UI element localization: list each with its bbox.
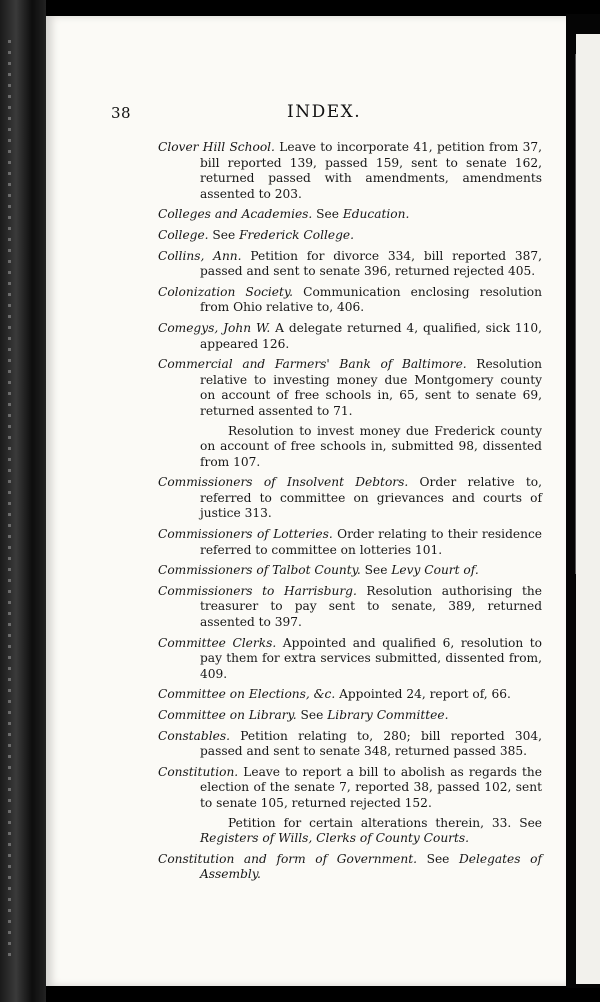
index-entry: [158, 207, 542, 223]
entry-text: Leave to incorporate 41, petition from 37, bill reported 139, passed 159, sent to senate 162, returned passed with amendments, amendments assented to 203.: [200, 140, 542, 201]
entry-term: Commissioners to Harrisburg.: [158, 583, 357, 598]
entry-term: Colonization Society.: [158, 284, 294, 299]
entry-term: Commissioners of Talbot County.: [158, 563, 361, 578]
entry-term: Colleges and Academies.: [158, 207, 313, 222]
index-entry: [158, 249, 542, 280]
entry-term: College.: [158, 227, 209, 242]
adjacent-page-edge: [566, 14, 600, 988]
page-title: INDEX.: [287, 102, 362, 122]
index-entry: [158, 140, 542, 202]
page-number: 38: [111, 104, 132, 122]
entry-term: Commercial and Farmers' Bank of Baltimore.: [158, 357, 467, 372]
index-entry: [158, 765, 542, 847]
entry-text: Appointed and qualified 6, resolution to pay them for extra services submitted, dissented from, 409.: [200, 635, 542, 681]
entry-text: See: [296, 708, 328, 722]
entry-term: Commissioners of Insolvent Debtors.: [158, 475, 409, 490]
entry-term: Committee Clerks.: [158, 635, 277, 650]
entry-cross-reference: Frederick College.: [239, 227, 354, 242]
index-entry: [158, 852, 542, 883]
adjacent-page-sliver: [576, 34, 600, 984]
entry-term: Constitution.: [158, 764, 239, 779]
entry-term: Clover Hill School.: [158, 140, 275, 154]
entry-text: See: [312, 207, 343, 222]
entry-term: Constitution and form of Government.: [158, 851, 417, 866]
index-entry: [158, 228, 542, 244]
entry-term: Committee on Elections, &c.: [158, 687, 336, 702]
entry-text: Appointed 24, report of, 66.: [335, 687, 511, 702]
entry-text: Petition relating to, 280; bill reported 304, passed and sent to senate 348, returned passed 385.: [200, 728, 542, 759]
index-entry: [158, 527, 542, 558]
index-entry: [158, 563, 542, 579]
index-entry: [158, 285, 542, 316]
page-header: [111, 104, 441, 128]
index-entry: [158, 475, 542, 522]
entry-term: Committee on Library.: [158, 708, 297, 722]
entry-text: See: [208, 227, 240, 242]
subentry-text: Petition for certain alterations therein, 33. See: [228, 815, 542, 830]
scan-dark-margin: [0, 0, 46, 1002]
entry-text: See: [360, 563, 392, 578]
index-entry: [158, 357, 542, 470]
entry-subentry: [200, 816, 542, 847]
index-entry: [158, 584, 542, 631]
entry-term: Comegys, John W.: [158, 320, 271, 335]
entry-cross-reference: Education.: [342, 207, 410, 222]
index-entry: [158, 687, 542, 703]
entry-cross-reference: Delegates of Assembly.: [200, 851, 542, 882]
index-entries: [158, 140, 542, 888]
entry-term: Commissioners of Lotteries.: [158, 527, 333, 542]
entry-cross-reference: Registers of Wills, Clerks of County Courts.: [200, 831, 470, 846]
index-entry: [158, 636, 542, 683]
entry-text: Order relative to, referred to committee on grievances and courts of justice 313.: [200, 475, 542, 521]
entry-text: Resolution relative to investing money due Montgomery county on account of free schools in, 65, sent to senate 69, returned assented to 71.: [200, 357, 543, 418]
entry-subentry: Resolution to invest money due Frederick county on account of free schools in, submitted 98, dissented from 107.: [200, 423, 542, 469]
entry-text: Leave to report a bill to abolish as regards the election of the senate 7, reported 38, passed 102, sent to senate 105, returned rejected 152.: [200, 764, 542, 810]
index-entry: [158, 321, 542, 352]
index-entry: [158, 708, 542, 724]
adjacent-page-rule: [575, 54, 576, 574]
entry-text: See: [416, 851, 459, 866]
entry-text: A delegate returned 4, qualified, sick 110, appeared 126.: [200, 320, 542, 351]
entry-cross-reference: Library Committee.: [327, 708, 449, 722]
entry-text: Petition for divorce 334, bill reported 387, passed and sent to senate 396, returned rejected 405.: [200, 248, 542, 279]
entry-text: Resolution authorising the treasurer to pay sent to senate, 389, returned assented to 397.: [200, 583, 542, 630]
entry-term: Collins, Ann.: [158, 248, 242, 263]
entry-term: Constables.: [158, 728, 230, 743]
entry-cross-reference: Levy Court of.: [391, 563, 479, 578]
index-entry: [158, 729, 542, 760]
entry-text: Communication enclosing resolution from Ohio relative to, 406.: [200, 284, 542, 315]
entry-text: Order relating to their residence referred to committee on lotteries 101.: [200, 527, 542, 557]
